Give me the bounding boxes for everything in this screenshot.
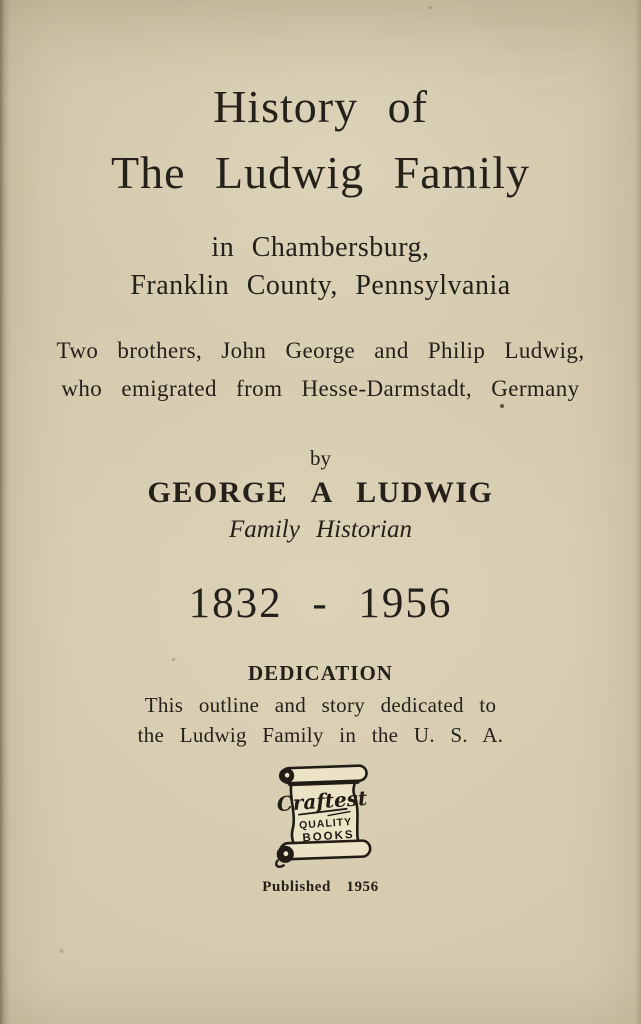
dedication-line2: the Ludwig Family in the U. S. A. [137, 723, 504, 747]
description-line2: who emigrated from Hesse-Darmstadt, Germany [61, 376, 580, 401]
subtitle-line2: Franklin County, Pennsylvania [130, 270, 511, 301]
bleed-through-mark [478, 16, 590, 25]
year-range: 1832 - 1956 [188, 580, 453, 627]
byline-prefix: by [310, 446, 331, 470]
description-line1: Two brothers, John George and Philip Ludwig, [56, 338, 585, 363]
publisher-tagline-line1: QUALITY [298, 815, 353, 832]
book-title-line1: History of [213, 81, 428, 132]
book-title-line2: The Ludwig Family [111, 147, 530, 198]
publisher-logo [266, 762, 378, 870]
dedication-line1: This outline and story dedicated to [144, 693, 497, 717]
published-line: Published 1956 [262, 879, 379, 895]
subtitle-line1: in Chambersburg, [211, 232, 430, 263]
dedication-heading: DEDICATION [248, 661, 393, 685]
publisher-tagline-line2: BOOKS [302, 828, 355, 845]
paper-speck [60, 949, 63, 953]
bleed-through-mark [468, 64, 572, 72]
scroll-icon [266, 762, 378, 870]
paper-speck [428, 6, 432, 9]
bleed-through-mark [498, 40, 582, 48]
stray-period-mark [500, 404, 504, 408]
publisher-name: Craftest [276, 785, 368, 817]
author-role: Family Historian [229, 516, 412, 543]
author-name: GEORGE A LUDWIG [147, 476, 494, 509]
